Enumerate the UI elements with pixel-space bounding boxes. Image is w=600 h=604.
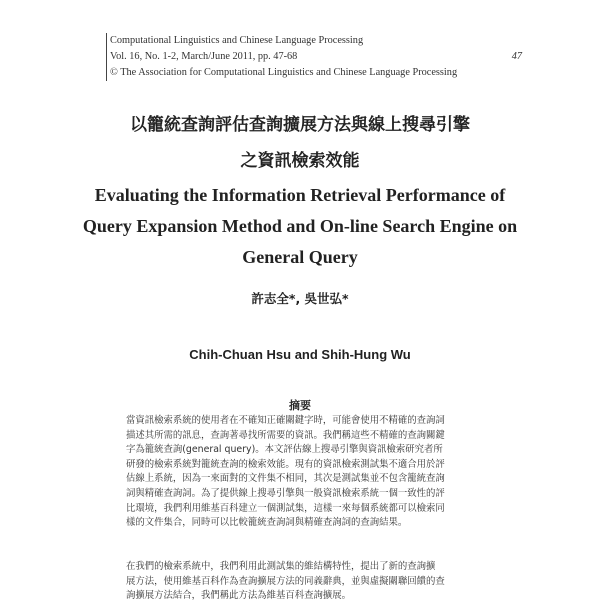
chinese-title-line-2: 之資訊檢索效能	[240, 151, 360, 171]
english-title-line-2: Query Expansion Method and On-line Search Engine on	[82, 216, 518, 236]
english-title-line-1: Evaluating the Information Retrieval Performance of	[94, 185, 506, 205]
abstract-paragraph-1	[126, 414, 511, 531]
abstract-paragraph-2	[126, 560, 511, 604]
abstract-line: 展方法，使用維基百科作為查詢擴展方法的同義辭典，並與虛擬關聯回饋的查	[126, 575, 445, 587]
volume-issue: Vol. 16, No. 1-2, March/June 2011, pp. 47-68	[110, 51, 298, 62]
chinese-title-line-1: 以籠統查詢評估查詢擴展方法與線上搜尋引擎	[130, 115, 470, 135]
abstract-line: 描述其所需的訊息，查詢著尋找所需要的資訊。我們稱這些不精確的查詢關鍵	[126, 429, 445, 441]
abstract-heading: 摘要	[289, 399, 311, 412]
abstract-line: 字為籠統查詢(general query)。本文評估線上搜尋引擎與資訊檢索研究者所	[126, 444, 443, 456]
copyright-line: © The Association for Computational Linguistics and Chinese Language Processing	[110, 67, 458, 78]
abstract-line: 詢擴展方法結合，我們稱此方法為維基百科查詢擴展。	[126, 590, 352, 602]
journal-name: Computational Linguistics and Chinese Language Processing	[110, 35, 364, 46]
abstract-line: 當資訊檢索系統的使用者在不確知正確關鍵字時，可能會使用不精確的查詢詞	[126, 415, 445, 426]
abstract-line: 估線上系統，因為一來面對的文件集不相同，其次是測試集並不包含籠統查詢	[126, 473, 445, 485]
authors-chinese: 許志全*, 吳世弘*	[251, 291, 349, 306]
abstract-line: 詞與精確查詢詞。為了提供線上搜尋引擎與一般資訊檢索系統一個一致性的評	[126, 487, 445, 499]
journal-header	[106, 33, 522, 81]
english-title-line-3: General Query	[242, 247, 358, 267]
authors-english: Chih-Chuan Hsu and Shih-Hung Wu	[189, 347, 411, 362]
abstract-line: 研發的檢索系統對籠統查詢的檢索效能。現有的資訊檢索測試集不適合用於評	[126, 458, 445, 470]
abstract-line: 樣的文件集合，同時可以比較籠統查詢詞與精確查詢詞的查詢結果。	[126, 517, 408, 529]
abstract-line: 比環境，我們利用維基百科建立一個測試集，這樣一來每個系統都可以檢索同	[126, 502, 445, 514]
page-number: 47	[511, 51, 522, 62]
volume-row	[110, 49, 522, 65]
abstract-line: 在我們的檢索系統中，我們利用此測試集的維結構特性，提出了新的查詢擴	[126, 561, 436, 572]
